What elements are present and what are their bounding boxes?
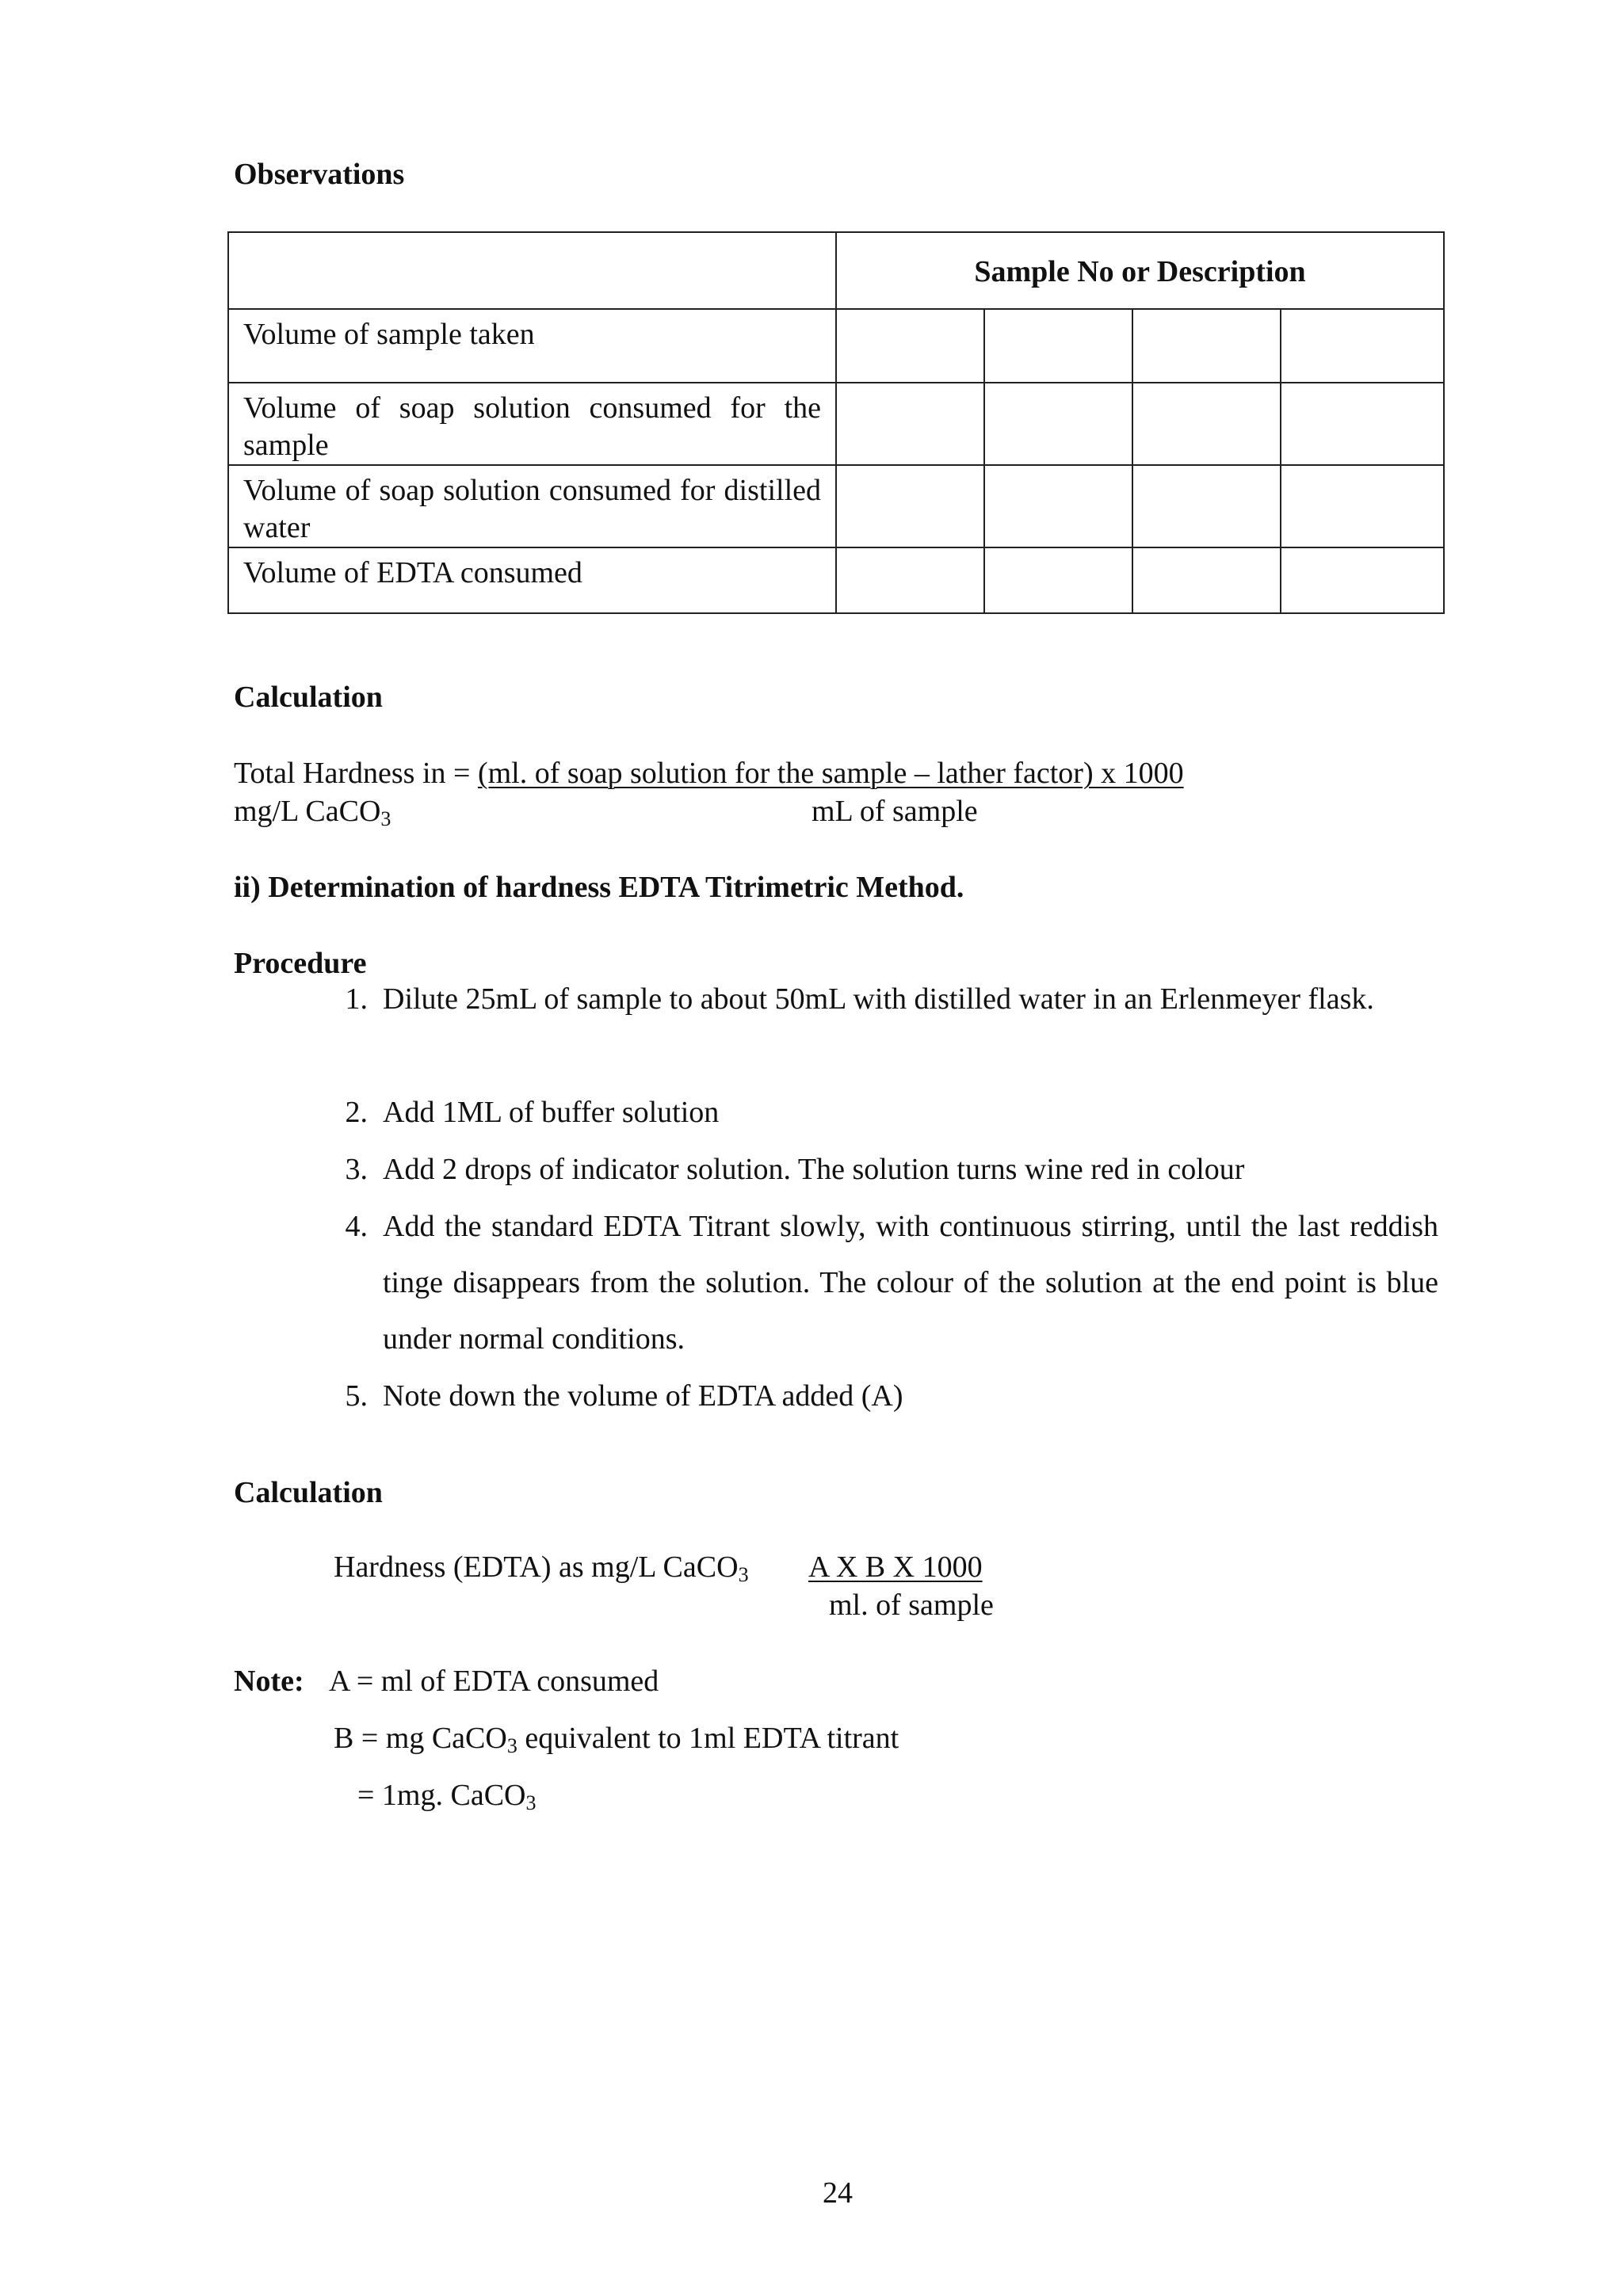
calculation-heading-1: Calculation xyxy=(234,681,383,714)
table-cell xyxy=(836,383,984,465)
calculation-heading-2: Calculation xyxy=(234,1476,383,1509)
total-hardness-formula-line1 xyxy=(234,756,1184,791)
step-number: 3. xyxy=(345,1153,368,1186)
table-cell xyxy=(1281,383,1444,465)
table-cell xyxy=(1132,383,1281,465)
note-line-b: B = mg CaCO$_3$ equivalent to 1ml EDTA titrant xyxy=(334,1722,899,1757)
note-line-equals: = 1mg. CaCO$_3$ xyxy=(357,1779,537,1814)
table-cell xyxy=(984,383,1132,465)
step-number: 2. xyxy=(345,1096,368,1129)
total-hardness-lhs: Total Hardness in = xyxy=(234,757,478,790)
step-text: Add the standard EDTA Titrant slowly, with continuous stirring, until the last reddish tinge disappears from the solution. The colour of the solution at the end point is blue under normal conditions. xyxy=(383,1210,1438,1356)
edta-hardness-formula-lhs: Hardness (EDTA) as mg/L CaCO$_3$ xyxy=(334,1550,749,1586)
row-label-soap-distilled: Volume of soap solution consumed for distilled water xyxy=(228,465,836,547)
edta-hardness-numerator: A X B X 1000 xyxy=(808,1550,983,1584)
total-hardness-numerator: (ml. of soap solution for the sample – lather factor) x 1000 xyxy=(477,757,1184,790)
table-header-sample: Sample No or Description xyxy=(836,232,1444,309)
table-cell xyxy=(1281,547,1444,613)
table-cell xyxy=(1132,309,1281,383)
page-number: 24 xyxy=(823,2176,853,2210)
list-item xyxy=(333,971,1438,1084)
table-cell xyxy=(836,309,984,383)
step-number: 5. xyxy=(345,1379,368,1413)
step-text: Dilute 25mL of sample to about 50mL with distilled water in an Erlenmeyer flask. xyxy=(383,982,1374,1016)
table-cell xyxy=(1281,309,1444,383)
list-item xyxy=(333,1142,1438,1198)
step-number: 4. xyxy=(345,1210,368,1243)
table-row xyxy=(228,383,1444,465)
step-text: Add 1ML of buffer solution xyxy=(383,1096,720,1129)
row-label-edta: Volume of EDTA consumed xyxy=(228,547,836,613)
table-cell xyxy=(1281,465,1444,547)
row-label-volume-sample: Volume of sample taken xyxy=(228,309,836,383)
step-text: Add 2 drops of indicator solution. The solution turns wine red in colour xyxy=(383,1153,1245,1186)
table-cell xyxy=(984,309,1132,383)
total-hardness-unit: mg/L CaCO$_3$ xyxy=(234,795,391,830)
step-number: 1. xyxy=(345,982,368,1016)
section-title: ii) Determination of hardness EDTA Titrimetric Method. xyxy=(234,871,964,904)
table-row xyxy=(228,547,1444,613)
note-label: Note: xyxy=(234,1665,304,1698)
table-cell xyxy=(984,465,1132,547)
edta-hardness-denominator: ml. of sample xyxy=(829,1589,994,1622)
procedure-heading: Procedure xyxy=(234,947,367,980)
observations-heading: Observations xyxy=(234,158,405,191)
total-hardness-denominator: mL of sample xyxy=(812,795,978,828)
table-header-row xyxy=(228,232,1444,309)
table-cell xyxy=(836,465,984,547)
table-cell xyxy=(836,547,984,613)
note-line-a: A = ml of EDTA consumed xyxy=(329,1665,659,1698)
observations-table xyxy=(227,231,1445,614)
list-item xyxy=(333,1368,1438,1425)
row-label-soap-sample: Volume of soap solution consumed for the sample xyxy=(228,383,836,465)
list-item xyxy=(333,1199,1438,1367)
table-row xyxy=(228,465,1444,547)
table-cell xyxy=(1132,547,1281,613)
step-text: Note down the volume of EDTA added (A) xyxy=(383,1379,903,1413)
table-row xyxy=(228,309,1444,383)
table-corner-cell xyxy=(228,232,836,309)
table-cell xyxy=(1132,465,1281,547)
table-cell xyxy=(984,547,1132,613)
list-item xyxy=(333,1085,1438,1141)
